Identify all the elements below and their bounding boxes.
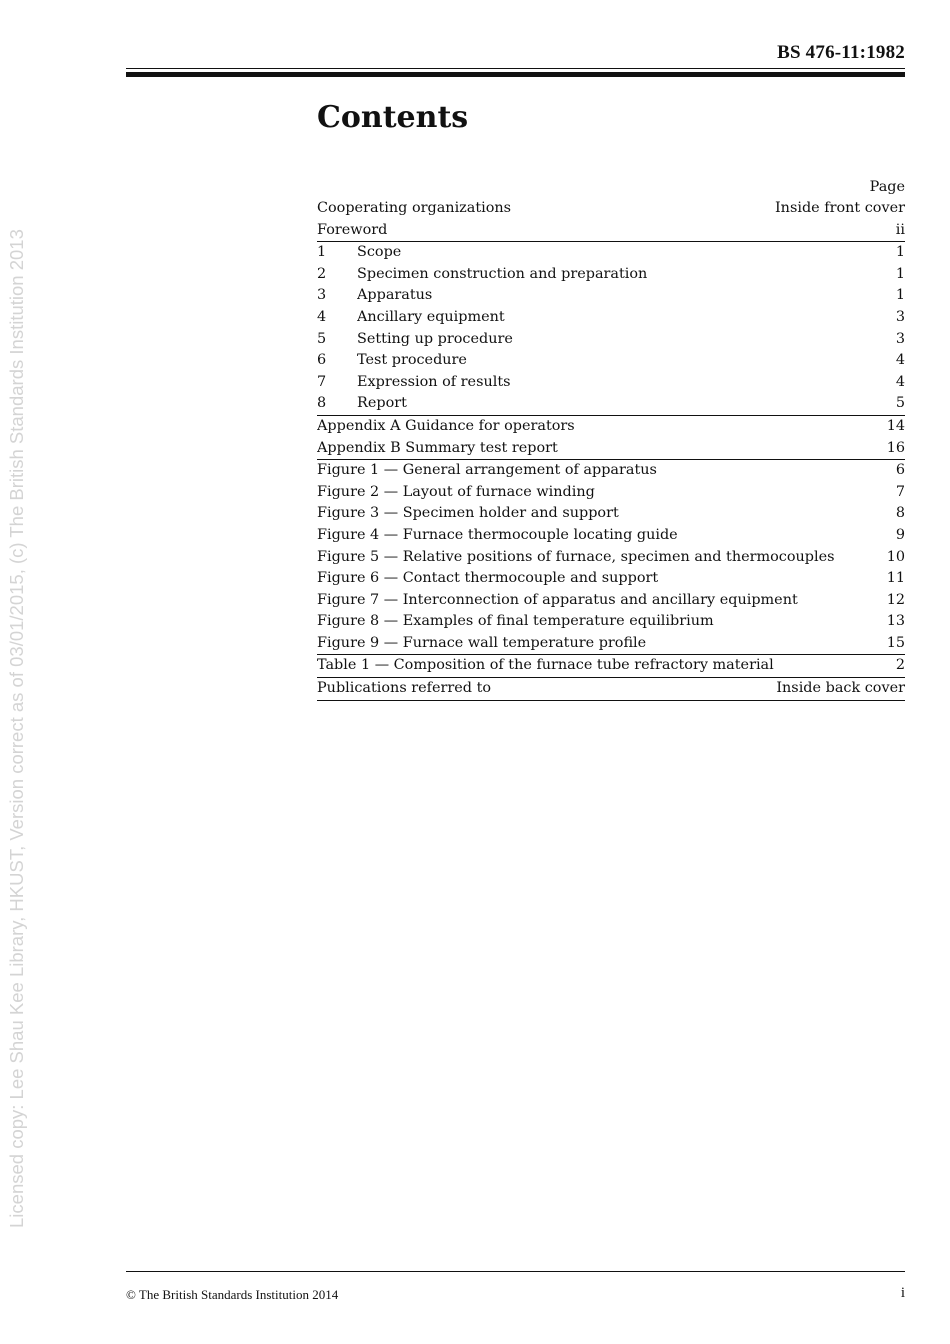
toc-entry-page: 11 bbox=[886, 570, 905, 587]
toc-entry[interactable] bbox=[317, 372, 905, 394]
toc-entry[interactable] bbox=[317, 678, 905, 700]
toc-entry-page: 3 bbox=[895, 308, 905, 325]
toc-entry[interactable] bbox=[317, 633, 905, 655]
toc-entry[interactable] bbox=[317, 460, 905, 482]
toc-entry[interactable] bbox=[317, 307, 905, 329]
toc-entry-page: Inside front cover bbox=[775, 200, 905, 216]
toc-entry-label: Figure 2 — Layout of furnace winding bbox=[317, 483, 595, 500]
toc-entry-number: 1 bbox=[317, 244, 327, 261]
page-title: Contents bbox=[317, 100, 469, 135]
footer-page-number: i bbox=[900, 1285, 905, 1301]
toc-entry-label: Figure 8 — Examples of final temperature equilibrium bbox=[317, 613, 714, 630]
toc-entry-page: 16 bbox=[886, 439, 905, 456]
toc-entry-page: 5 bbox=[895, 395, 905, 412]
toc-entry-number: 8 bbox=[317, 395, 327, 412]
toc-entry-label: Figure 4 — Furnace thermocouple locating guide bbox=[317, 526, 678, 543]
toc-entry-page: 14 bbox=[886, 417, 905, 434]
toc-entry-number: 2 bbox=[317, 265, 327, 282]
toc-entry-page: 1 bbox=[895, 265, 905, 282]
toc-entry-page: 13 bbox=[886, 613, 905, 630]
toc-entry[interactable] bbox=[317, 590, 905, 612]
toc-entry-number: 3 bbox=[317, 287, 327, 304]
footer-copyright: © The British Standards Institution 2014 bbox=[126, 1287, 339, 1302]
toc-entry-label: Specimen construction and preparation bbox=[357, 265, 648, 282]
toc-entry-label: Figure 3 — Specimen holder and support bbox=[317, 505, 619, 522]
toc-entry-page: 15 bbox=[886, 634, 905, 651]
toc-entry[interactable] bbox=[317, 655, 905, 677]
toc-entry-label: Expression of results bbox=[357, 373, 511, 390]
toc-entry-page: 6 bbox=[895, 462, 905, 479]
toc-entry-number: 7 bbox=[317, 373, 327, 390]
toc-entry[interactable] bbox=[317, 482, 905, 504]
toc-group bbox=[317, 678, 905, 701]
toc-group bbox=[317, 416, 905, 460]
toc-entry-label: Test procedure bbox=[357, 352, 467, 369]
toc-entry[interactable] bbox=[317, 568, 905, 590]
toc-entry-number: 5 bbox=[317, 330, 327, 347]
toc-entry[interactable] bbox=[317, 503, 905, 525]
toc-entry-label: Figure 7 — Interconnection of apparatus and ancillary equipment bbox=[317, 591, 798, 608]
toc-entry[interactable] bbox=[317, 393, 905, 415]
toc-group bbox=[317, 242, 905, 416]
header-rule-thick bbox=[126, 72, 905, 77]
footer-rule bbox=[126, 1271, 905, 1272]
toc-entry[interactable] bbox=[317, 329, 905, 351]
toc-entry-page: Inside back cover bbox=[776, 680, 905, 697]
toc-entry-page: ii bbox=[895, 221, 905, 238]
toc-entry-label: Figure 9 — Furnace wall temperature profile bbox=[317, 634, 647, 651]
toc-entry-label: Foreword bbox=[317, 221, 388, 238]
toc-entry-page: 12 bbox=[886, 591, 905, 608]
toc-entry-label: Cooperating organizations bbox=[317, 200, 512, 216]
toc-entry-page: 2 bbox=[895, 657, 905, 674]
toc-entry[interactable] bbox=[317, 285, 905, 307]
toc-entry-label: Figure 1 — General arrangement of apparatus bbox=[317, 462, 657, 479]
toc-entry-label: Figure 6 — Contact thermocouple and support bbox=[317, 570, 659, 587]
toc-entry-label: Setting up procedure bbox=[357, 330, 513, 347]
license-watermark: Licensed copy: Lee Shau Kee Library, HKUST, Version correct as of 03/01/2015, (c) The British Standards Institution 2013 bbox=[6, 229, 27, 1228]
toc-entry[interactable] bbox=[317, 350, 905, 372]
toc-entry[interactable] bbox=[317, 438, 905, 460]
toc-entry[interactable] bbox=[317, 264, 905, 286]
toc-group bbox=[317, 655, 905, 678]
header-document-code: BS 476-11:1982 bbox=[777, 42, 905, 63]
toc-page-column-heading: Page bbox=[869, 179, 905, 195]
toc-entry-number: 4 bbox=[317, 308, 327, 325]
toc-entry-page: 7 bbox=[895, 483, 905, 500]
toc-entry-label: Appendix B Summary test report bbox=[317, 439, 558, 456]
toc-group bbox=[317, 198, 905, 242]
header-rule-thin bbox=[126, 68, 905, 69]
toc-entry-label: Figure 5 — Relative positions of furnace, specimen and thermocouples bbox=[317, 548, 835, 565]
toc-entry-page: 10 bbox=[886, 548, 905, 565]
toc-entry-label: Ancillary equipment bbox=[357, 308, 505, 325]
toc-entry-page: 1 bbox=[895, 287, 905, 304]
toc-entry-page: 8 bbox=[895, 505, 905, 522]
toc-entry[interactable] bbox=[317, 525, 905, 547]
toc-entry-page: 3 bbox=[895, 330, 905, 347]
toc-entry-label: Table 1 — Composition of the furnace tube refractory material bbox=[317, 657, 774, 674]
toc-entry[interactable] bbox=[317, 547, 905, 569]
toc-entry-label: Report bbox=[357, 395, 407, 412]
toc-entry-label: Publications referred to bbox=[317, 680, 492, 697]
toc-entry-page: 9 bbox=[895, 526, 905, 543]
toc-entry[interactable] bbox=[317, 198, 905, 220]
toc-entry-page: 1 bbox=[895, 244, 905, 261]
toc-entry-page: 4 bbox=[895, 373, 905, 390]
toc-entry[interactable] bbox=[317, 242, 905, 264]
toc-entry-page: 4 bbox=[895, 352, 905, 369]
toc-entry-label: Scope bbox=[357, 244, 402, 261]
toc-entry[interactable] bbox=[317, 416, 905, 438]
toc-entry-label: Appendix A Guidance for operators bbox=[317, 417, 575, 434]
table-of-contents bbox=[317, 177, 905, 701]
toc-entry-number: 6 bbox=[317, 352, 327, 369]
toc-entry[interactable] bbox=[317, 611, 905, 633]
toc-entry-label: Apparatus bbox=[357, 287, 433, 304]
toc-entry[interactable] bbox=[317, 220, 905, 242]
toc-group bbox=[317, 460, 905, 655]
